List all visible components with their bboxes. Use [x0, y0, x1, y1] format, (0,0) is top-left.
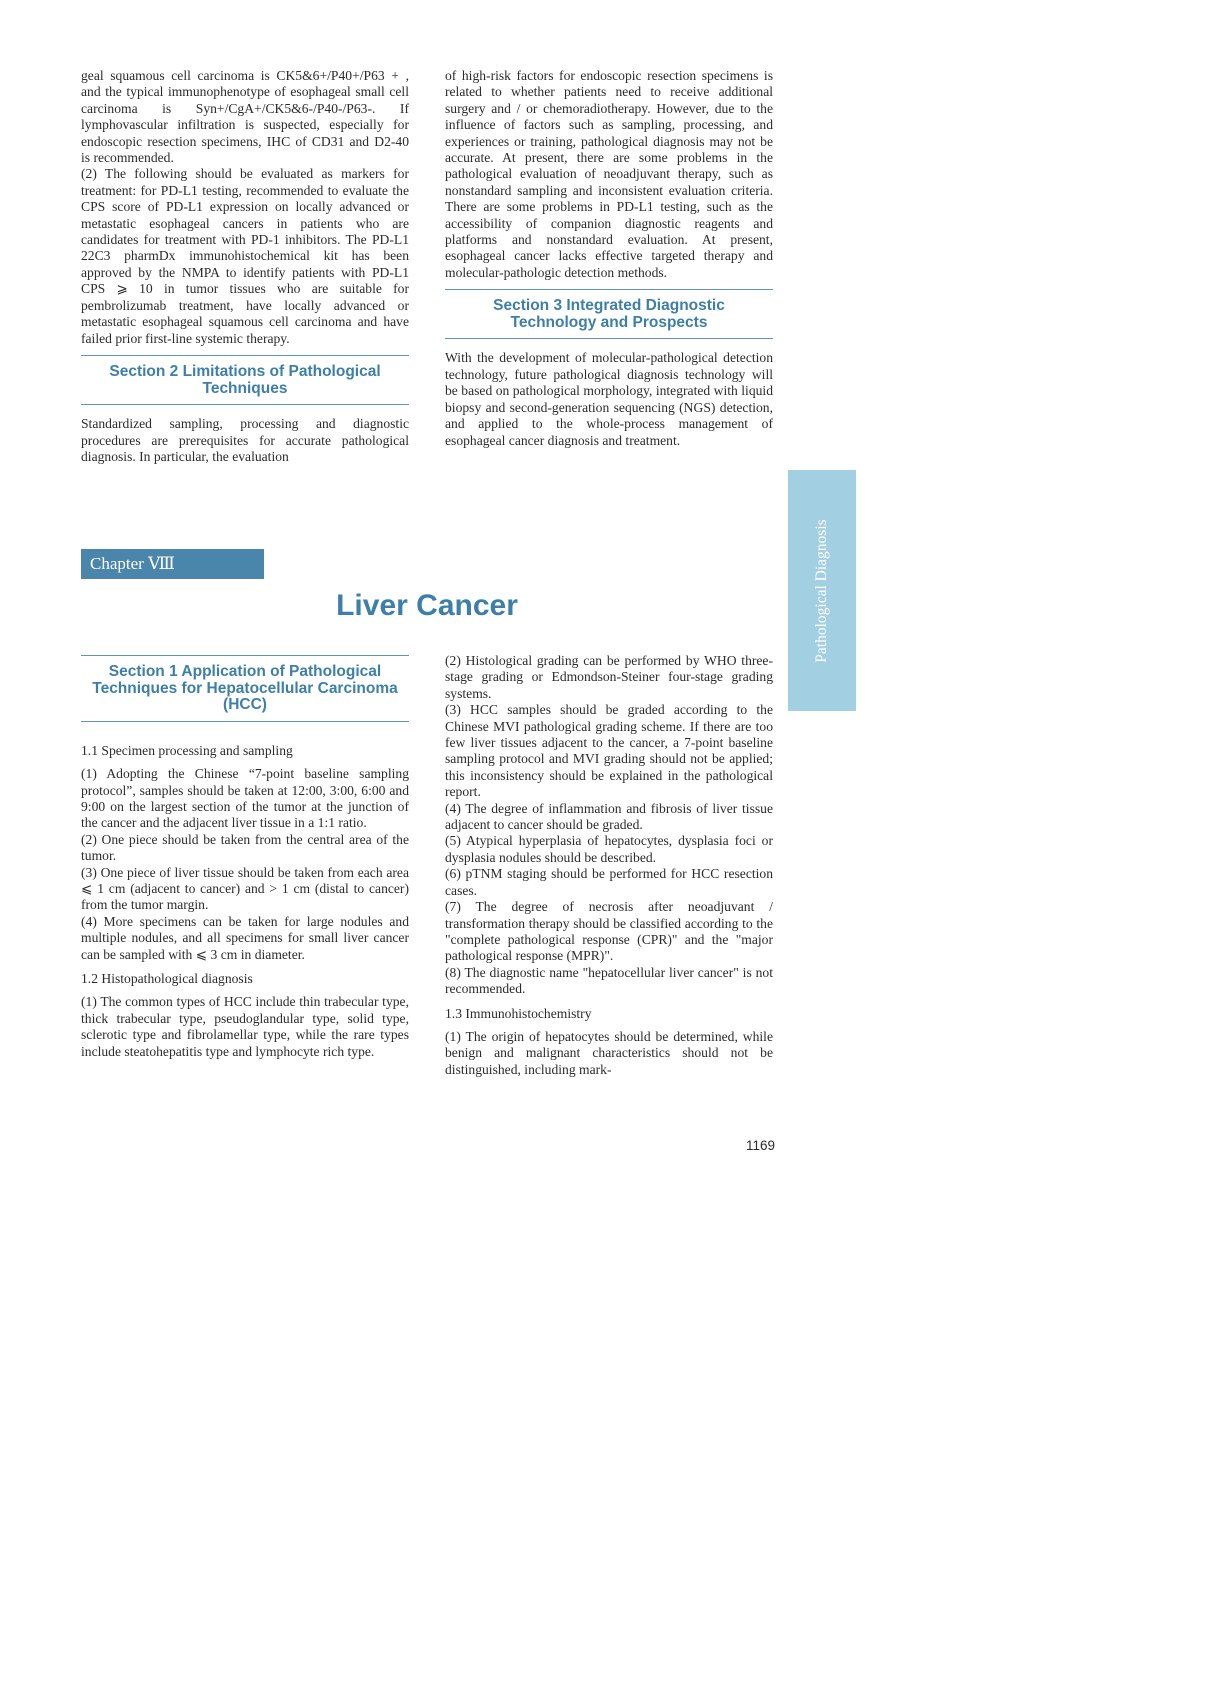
paragraph: (2) The following should be evaluated as markers for treatment: for PD-L1 testing, recommended to evaluate the CPS score of PD-L1 expression on locally advanced or metastatic esophageal cancers in patients who are candidates for treatment with PD-1 inhibitors. The PD-L1 22C3 pharmDx immunohistochemical kit has been approved by the NMPA to identify patients with PD-L1 CPS ⩾ 10 in tumor tissues who are suitable for pembrolizumab treatment, have locally advanced or metastatic esophageal squamous cell carcinoma and have failed prior first-line systemic therapy. — [81, 166, 409, 346]
list-item: (1) The origin of hepatocytes should be determined, while benign and malignant characteristics should not be distinguished, including mark- — [445, 1028, 773, 1077]
list-item: (2) Histological grading can be performed by WHO three-stage grading or Edmondson-Steiner four-stage grading systems. — [445, 653, 773, 701]
paragraph: With the development of molecular-pathological detection technology, future pathological diagnosis technology will be based on pathological morphology, integrated with liquid biopsy and second-generation sequencing (NGS) detection, and applied to the whole-process management of esophageal cancer diagnosis and treatment. — [445, 350, 773, 448]
list-item: (5) Atypical hyperplasia of hepatocytes, dysplasia foci or dysplasia nodules should be described. — [445, 833, 773, 865]
side-tab — [788, 470, 856, 711]
subsection-heading: 1.1 Specimen processing and sampling — [81, 742, 293, 758]
list-item: (7) The degree of necrosis after neoadjuvant / transformation therapy should be classified according to the "complete pathological response (CPR)" and the "major pathological response (MPR)". — [445, 899, 773, 964]
paragraph: of high-risk factors for endoscopic resection specimens is related to whether patients need to receive additional surgery and / or chemoradiotherapy. However, due to the influence of factors such as sampling, processing, and experiences or training, pathological diagnosis may not be accurate. At present, there are some problems in the pathological evaluation of neoadjuvant therapy, such as nonstandard sampling and inconsistent evaluation criteria. There are some problems in PD-L1 testing, such as the accessibility of companion diagnostic reagents and platforms and nonstandard evaluation. At present, esophageal cancer lacks effective targeted therapy and molecular-pathologic detection methods. — [445, 68, 773, 280]
paragraph: geal squamous cell carcinoma is CK5&6+/P40+/P63 + , and the typical immunophenotype of esophageal small cell carcinoma is Syn+/CgA+/CK5&6-/P40-/P63-. If lymphovascular infiltration is suspected, especially for endoscopic resection specimens, IHC of CD31 and D2-40 is recommended. — [81, 68, 409, 166]
top-right-column — [445, 68, 773, 449]
list-item: (3) One piece of liver tissue should be taken from each area ⩽ 1 cm (adjacent to cancer) and > 1 cm (distal to cancer) from the tumor margin. — [81, 864, 409, 913]
subsection-heading: 1.3 Immunohistochemistry — [445, 1005, 592, 1021]
chapter-label: Chapter Ⅷ — [81, 549, 264, 579]
list-item: (1) The common types of HCC include thin trabecular type, thick trabecular type, pseudoglandular type, solid type, sclerotic type and fibrolamellar type, while the rare types include steatohepatitis type and lymphocyte rich type. — [81, 994, 409, 1059]
bottom-right-column — [445, 653, 773, 1078]
section-3-heading: Section 3 Integrated Diagnostic Technology and Prospects — [445, 289, 773, 339]
subsection-heading: 1.2 Histopathological diagnosis — [81, 971, 253, 987]
list-item: (4) More specimens can be taken for large nodules and multiple nodules, and all specimens for small liver cancer can be sampled with ⩽ 3 cm in diameter. — [81, 913, 409, 962]
list-item: (6) pTNM staging should be performed for HCC resection cases. — [445, 866, 773, 898]
page-number: 1169 — [745, 1138, 775, 1153]
section-2-heading: Section 2 Limitations of Pathological Techniques — [81, 355, 409, 405]
chapter-title: Liver Cancer — [336, 589, 518, 622]
section-1-heading: Section 1 Application of Pathological Techniques for Hepatocellular Carcinoma (HCC) — [81, 655, 409, 722]
list-item: (8) The diagnostic name "hepatocellular liver cancer" is not recommended. — [445, 964, 773, 997]
top-left-column — [81, 68, 409, 465]
list-item: (3) HCC samples should be graded according to the Chinese MVI pathological grading scheme. If there are too few liver tissues adjacent to the cancer, a 7-point baseline sampling protocol and MVI grading should not be applied; this inconsistency should be explained in the pathological report. — [445, 702, 773, 800]
list-item: (2) One piece should be taken from the central area of the tumor. — [81, 831, 409, 864]
list-item: (4) The degree of inflammation and fibrosis of liver tissue adjacent to cancer should be graded. — [445, 800, 773, 833]
bottom-left-column — [81, 655, 409, 1060]
side-tab-label: Pathological Diagnosis — [813, 518, 830, 663]
list-item: (1) Adopting the Chinese “7-point baseline sampling protocol”, samples should be taken at 12:00, 3:00, 6:00 and 9:00 on the largest section of the tumor at the junction of the cancer and the adjacent liver tissue in a 1:1 ratio. — [81, 766, 409, 831]
paragraph: Standardized sampling, processing and diagnostic procedures are prerequisites for accurate pathological diagnosis. In particular, the evaluation — [81, 416, 409, 464]
